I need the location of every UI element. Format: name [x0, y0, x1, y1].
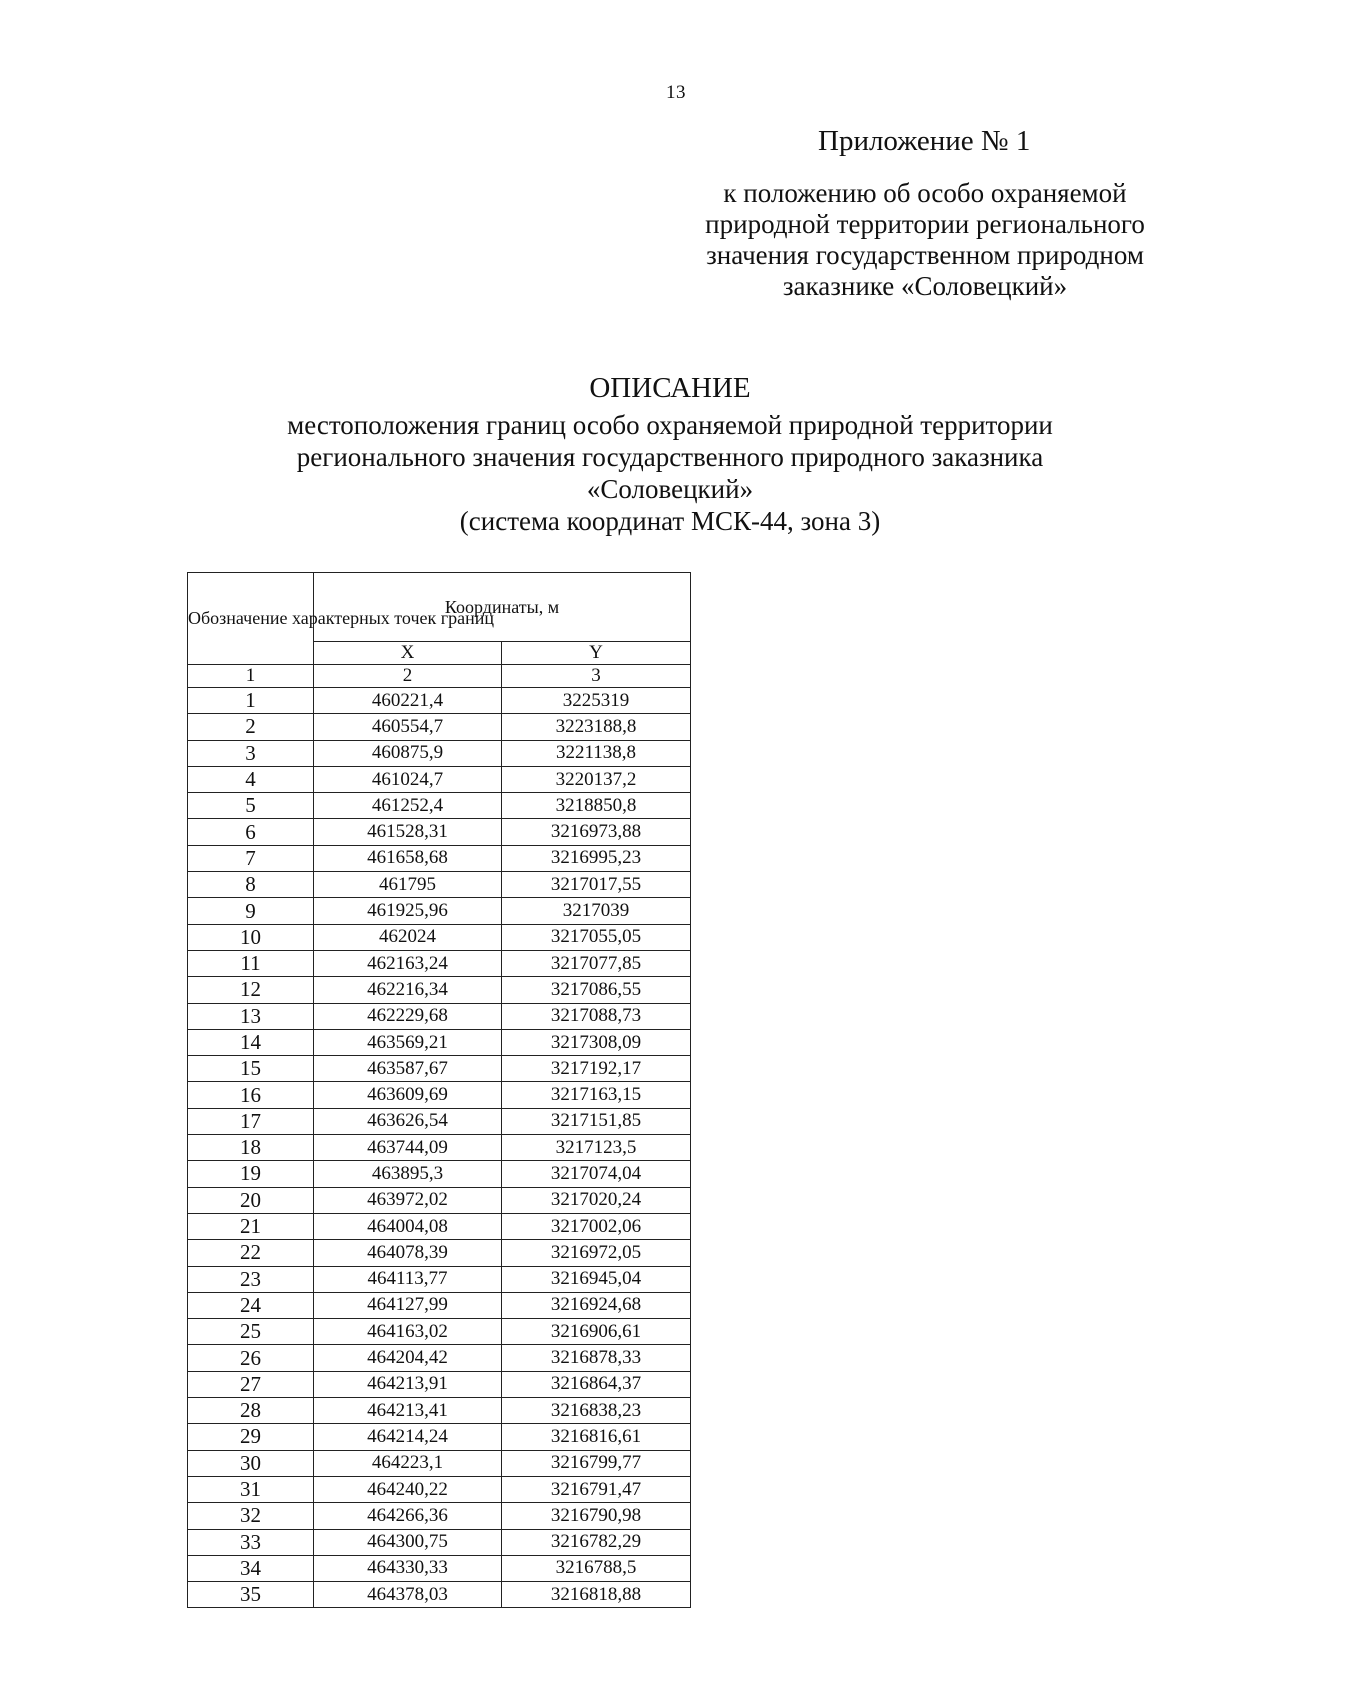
y-coordinate-cell: 3217086,55 [502, 977, 691, 1003]
y-coordinate-cell: 3216782,29 [502, 1529, 691, 1555]
table-row [188, 1056, 691, 1082]
x-coordinate-cell: 464266,36 [314, 1503, 502, 1529]
x-coordinate-cell: 464127,99 [314, 1292, 502, 1318]
table-row [188, 1187, 691, 1213]
x-coordinate-cell: 462163,24 [314, 950, 502, 976]
column-number: 2 [314, 665, 502, 688]
y-coordinate-cell: 3217020,24 [502, 1187, 691, 1213]
y-coordinate-cell: 3218850,8 [502, 793, 691, 819]
point-number-cell: 15 [188, 1056, 314, 1082]
y-coordinate-cell: 3216973,88 [502, 819, 691, 845]
y-coordinate-cell: 3216878,33 [502, 1345, 691, 1371]
x-coordinate-cell: 463626,54 [314, 1108, 502, 1134]
table-row [188, 714, 691, 740]
point-number-cell: 33 [188, 1529, 314, 1555]
x-coordinate-cell: 464204,42 [314, 1345, 502, 1371]
x-coordinate-cell: 464213,91 [314, 1371, 502, 1397]
point-number-cell: 21 [188, 1213, 314, 1239]
x-coordinate-cell: 462216,34 [314, 977, 502, 1003]
table-row [188, 898, 691, 924]
point-number-cell: 7 [188, 845, 314, 871]
table-row [188, 1529, 691, 1555]
y-coordinate-cell: 3216906,61 [502, 1319, 691, 1345]
x-column-header: X [314, 642, 502, 665]
table-row [188, 1213, 691, 1239]
point-number-cell: 13 [188, 1003, 314, 1029]
point-designation-header: Обозначение характерных точек границ [188, 573, 314, 665]
x-coordinate-cell: 462229,68 [314, 1003, 502, 1029]
y-coordinate-cell: 3216818,88 [502, 1582, 691, 1608]
coordinates-table-body [188, 688, 691, 1608]
table-row [188, 1582, 691, 1608]
y-coordinate-cell: 3217163,15 [502, 1082, 691, 1108]
y-coordinate-cell: 3216838,23 [502, 1398, 691, 1424]
point-number-cell: 31 [188, 1476, 314, 1502]
x-coordinate-cell: 464223,1 [314, 1450, 502, 1476]
y-coordinate-cell: 3216972,05 [502, 1240, 691, 1266]
point-number-cell: 11 [188, 950, 314, 976]
point-number-cell: 20 [188, 1187, 314, 1213]
table-row [188, 1135, 691, 1161]
point-number-cell: 23 [188, 1266, 314, 1292]
x-coordinate-cell: 461925,96 [314, 898, 502, 924]
y-coordinate-cell: 3223188,8 [502, 714, 691, 740]
x-coordinate-cell: 464214,24 [314, 1424, 502, 1450]
coordinates-header: Координаты, м [314, 573, 691, 642]
appendix-reference-line: значения государственном природном [706, 240, 1144, 270]
y-coordinate-cell: 3217055,05 [502, 924, 691, 950]
y-coordinate-cell: 3225319 [502, 688, 691, 714]
table-row [188, 845, 691, 871]
table-row [188, 688, 691, 714]
table-row [188, 1345, 691, 1371]
point-number-cell: 26 [188, 1345, 314, 1371]
table-row [188, 1082, 691, 1108]
table-row [188, 924, 691, 950]
table-row [188, 1108, 691, 1134]
appendix-title: Приложение № 1 [818, 125, 1031, 157]
x-coordinate-cell: 463895,3 [314, 1161, 502, 1187]
description-line: (система координат МСК-44, зона 3) [459, 506, 881, 536]
point-number-cell: 18 [188, 1135, 314, 1161]
x-coordinate-cell: 464213,41 [314, 1398, 502, 1424]
table-row [188, 1424, 691, 1450]
point-number-cell: 28 [188, 1398, 314, 1424]
y-coordinate-cell: 3217077,85 [502, 950, 691, 976]
x-coordinate-cell: 463744,09 [314, 1135, 502, 1161]
point-number-cell: 10 [188, 924, 314, 950]
x-coordinate-cell: 464330,33 [314, 1555, 502, 1581]
description-heading: ОПИСАНИЕ [589, 372, 751, 404]
table-row [188, 1029, 691, 1055]
point-number-cell: 22 [188, 1240, 314, 1266]
point-number-cell: 35 [188, 1582, 314, 1608]
table-row [188, 766, 691, 792]
column-number: 1 [188, 665, 314, 688]
x-coordinate-cell: 464078,39 [314, 1240, 502, 1266]
x-coordinate-cell: 460221,4 [314, 688, 502, 714]
y-coordinate-cell: 3216790,98 [502, 1503, 691, 1529]
y-coordinate-cell: 3216995,23 [502, 845, 691, 871]
x-coordinate-cell: 464300,75 [314, 1529, 502, 1555]
page-number: 13 [666, 82, 686, 103]
point-number-cell: 8 [188, 872, 314, 898]
description-title [200, 409, 1140, 537]
point-number-cell: 25 [188, 1319, 314, 1345]
point-number-cell: 9 [188, 898, 314, 924]
description-line: регионального значения государственного природного заказника [296, 442, 1044, 472]
point-number-cell: 4 [188, 766, 314, 792]
y-coordinate-cell: 3216924,68 [502, 1292, 691, 1318]
point-number-cell: 6 [188, 819, 314, 845]
x-coordinate-cell: 463569,21 [314, 1029, 502, 1055]
y-coordinate-cell: 3217074,04 [502, 1161, 691, 1187]
point-number-cell: 19 [188, 1161, 314, 1187]
point-number-cell: 1 [188, 688, 314, 714]
point-number-cell: 34 [188, 1555, 314, 1581]
y-column-header: Y [502, 642, 691, 665]
table-row [188, 1319, 691, 1345]
y-coordinate-cell: 3217308,09 [502, 1029, 691, 1055]
table-row [188, 1398, 691, 1424]
point-number-cell: 3 [188, 740, 314, 766]
table-row [188, 1161, 691, 1187]
x-coordinate-cell: 464240,22 [314, 1476, 502, 1502]
appendix-reference-line: природной территории регионального [705, 209, 1145, 239]
point-number-cell: 5 [188, 793, 314, 819]
x-coordinate-cell: 464378,03 [314, 1582, 502, 1608]
table-row [188, 793, 691, 819]
y-coordinate-cell: 3220137,2 [502, 766, 691, 792]
x-coordinate-cell: 463609,69 [314, 1082, 502, 1108]
y-coordinate-cell: 3216945,04 [502, 1266, 691, 1292]
y-coordinate-cell: 3217192,17 [502, 1056, 691, 1082]
point-number-cell: 32 [188, 1503, 314, 1529]
x-coordinate-cell: 461024,7 [314, 766, 502, 792]
table-row [188, 1371, 691, 1397]
y-coordinate-cell: 3216864,37 [502, 1371, 691, 1397]
table-row [188, 1292, 691, 1318]
x-coordinate-cell: 461795 [314, 872, 502, 898]
coordinates-table [187, 572, 691, 1608]
y-coordinate-cell: 3216816,61 [502, 1424, 691, 1450]
x-coordinate-cell: 463972,02 [314, 1187, 502, 1213]
appendix-reference-line: заказнике «Соловецкий» [782, 271, 1068, 301]
y-coordinate-cell: 3216799,77 [502, 1450, 691, 1476]
x-coordinate-cell: 464113,77 [314, 1266, 502, 1292]
point-number-cell: 27 [188, 1371, 314, 1397]
point-number-cell: 30 [188, 1450, 314, 1476]
table-row [188, 740, 691, 766]
column-number: 3 [502, 665, 691, 688]
x-coordinate-cell: 460554,7 [314, 714, 502, 740]
y-coordinate-cell: 3217088,73 [502, 1003, 691, 1029]
point-number-cell: 29 [188, 1424, 314, 1450]
table-row [188, 819, 691, 845]
x-coordinate-cell: 461528,31 [314, 819, 502, 845]
y-coordinate-cell: 3221138,8 [502, 740, 691, 766]
point-number-cell: 17 [188, 1108, 314, 1134]
y-coordinate-cell: 3216788,5 [502, 1555, 691, 1581]
x-coordinate-cell: 460875,9 [314, 740, 502, 766]
x-coordinate-cell: 462024 [314, 924, 502, 950]
x-coordinate-cell: 463587,67 [314, 1056, 502, 1082]
point-number-cell: 16 [188, 1082, 314, 1108]
table-row [188, 1476, 691, 1502]
x-coordinate-cell: 461658,68 [314, 845, 502, 871]
y-coordinate-cell: 3216791,47 [502, 1476, 691, 1502]
y-coordinate-cell: 3217002,06 [502, 1213, 691, 1239]
table-row [188, 1240, 691, 1266]
description-line: местоположения границ особо охраняемой природной территории [287, 410, 1053, 440]
x-coordinate-cell: 464163,02 [314, 1319, 502, 1345]
y-coordinate-cell: 3217017,55 [502, 872, 691, 898]
y-coordinate-cell: 3217151,85 [502, 1108, 691, 1134]
point-number-cell: 2 [188, 714, 314, 740]
table-row [188, 1450, 691, 1476]
table-row [188, 1503, 691, 1529]
point-number-cell: 12 [188, 977, 314, 1003]
table-row [188, 950, 691, 976]
y-coordinate-cell: 3217039 [502, 898, 691, 924]
table-row [188, 1003, 691, 1029]
x-coordinate-cell: 464004,08 [314, 1213, 502, 1239]
x-coordinate-cell: 461252,4 [314, 793, 502, 819]
table-row [188, 977, 691, 1003]
y-coordinate-cell: 3217123,5 [502, 1135, 691, 1161]
appendix-reference [680, 178, 1170, 302]
point-number-cell: 24 [188, 1292, 314, 1318]
description-line: «Соловецкий» [586, 474, 754, 504]
appendix-reference-line: к положению об особо охраняемой [723, 178, 1127, 208]
table-row [188, 872, 691, 898]
table-row [188, 1555, 691, 1581]
table-row [188, 1266, 691, 1292]
point-number-cell: 14 [188, 1029, 314, 1055]
